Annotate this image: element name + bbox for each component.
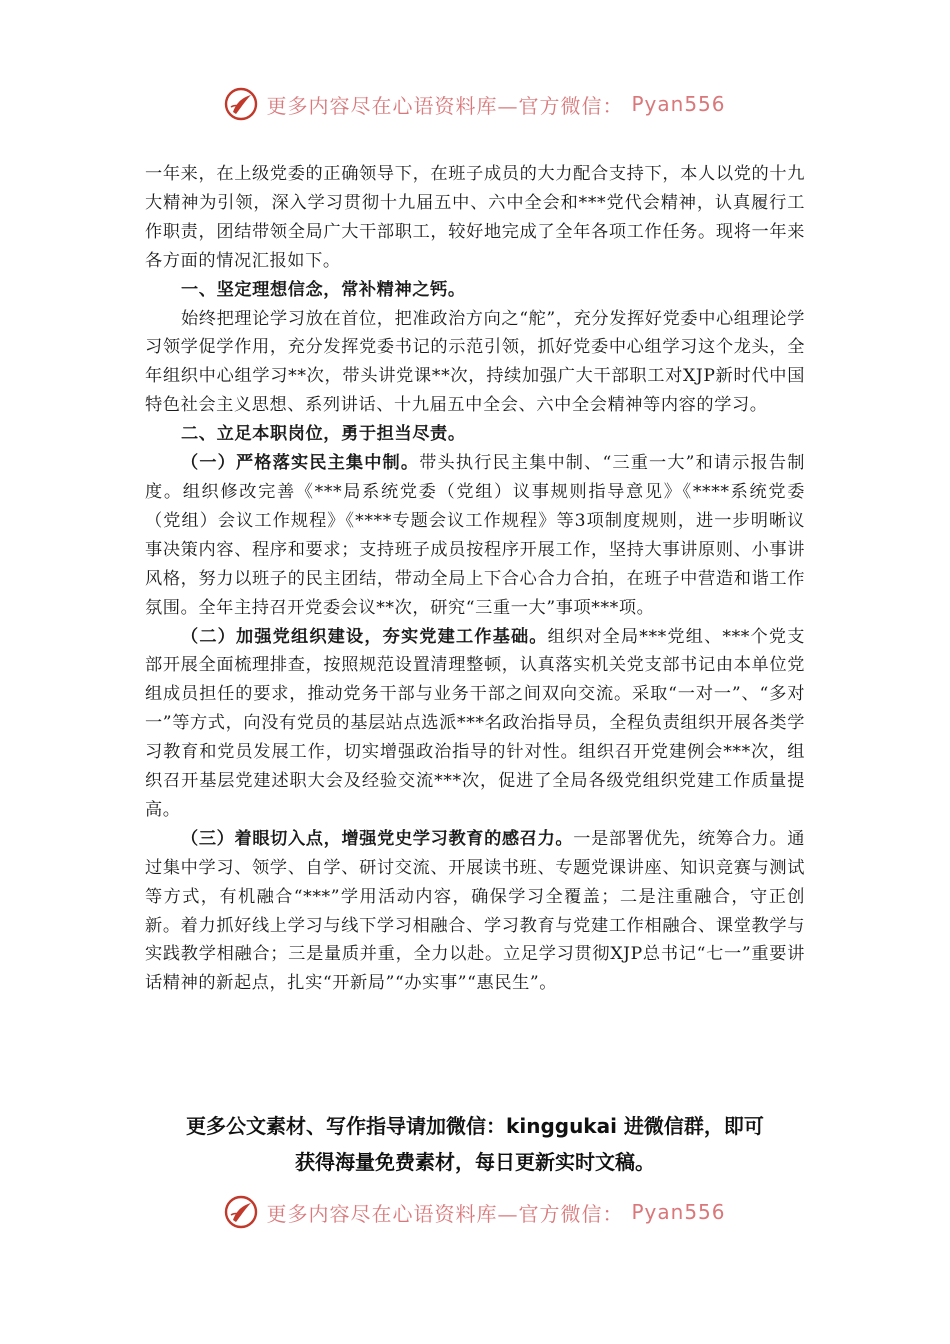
watermark-text: 更多内容尽在心语资料库—官方微信： [266, 93, 624, 118]
item-3-title: （三）着眼切入点，增强党史学习教育的感召力。 [181, 828, 574, 849]
item-1-title: （一）严格落实民主集中制。 [181, 453, 420, 474]
section-2-item-1 [145, 449, 805, 622]
section-2-item-2 [145, 623, 805, 825]
watermark-text: 更多内容尽在心语资料库—官方微信： [266, 1201, 624, 1226]
header-watermark [0, 82, 950, 126]
section-1-heading: 一、坚定理想信念，常补精神之钙。 [181, 279, 466, 300]
watermark-wechat-id: Pyan556 [631, 92, 726, 116]
intro-paragraph: 一年来，在上级党委的正确领导下，在班子成员的大力配合支持下，本人以党的十九大精神为引领，深入学习贯彻十九届五中、六中全会和***党代会精神，认真履行工作职责，团结带领全局广大干部职工，较好地完成了全年各项工作任务。现将一年来各方面的情况汇报如下。 [145, 164, 805, 271]
item-2-body: 组织对全局***党组、***个党支部开展全面梳理排查，按照规范设置清理整顿，认真落实机关党支部书记由本单位党组成员担任的要求，推动党务干部与业务干部之间双向交流。采取“一对一”、“多对一”等方式，向没有党员的基层站点选派***名政治指导员，全程负责组织开展各类学习教育和党员发展工作，切实增强政治指导的针对性。组织召开党建例会***次，组织召开基层党建述职大会及经验交流***次，促进了全局各级党组织党建工作质量提高。 [145, 626, 805, 820]
section-2-heading: 二、立足本职岗位，勇于担当尽责。 [181, 424, 466, 445]
promo-line-1: 更多公文素材、写作指导请加微信：kinggukai 进微信群，即可 [186, 1114, 764, 1138]
brand-logo-icon [224, 1195, 258, 1229]
footer-watermark [0, 1190, 950, 1234]
section-1-body: 始终把理论学习放在首位，把准政治方向之“舵”，充分发挥好党委中心组理论学习领学促学作用，充分发挥党委书记的示范引领，抓好党委中心组学习这个龙头，全年组织中心组学习**次，带头讲党课**次，持续加强广大干部职工对XJP新时代中国特色社会主义思想、系列讲话、十九届五中全会、六中全会精神等内容的学习。 [145, 308, 805, 416]
promo-text [145, 1108, 805, 1180]
promo-line-2: 获得海量免费素材，每日更新实时文稿。 [295, 1150, 655, 1174]
watermark-wechat-id: Pyan556 [631, 1200, 726, 1224]
section-2-item-3 [145, 825, 805, 998]
item-3-body: 一是部署优先，统筹合力。通过集中学习、领学、自学、研讨交流、开展读书班、专题党课讲座、知识竞赛与测试等方式，有机融合“***”学用活动内容，确保学习全覆盖；二是注重融合，守正创新。着力抓好线上学习与线下学习相融合、学习教育与党建工作相融合、课堂教学与实践教学相融合；三是量质并重，全力以赴。立足学习贯彻XJP总书记“七一”重要讲话精神的新起点，扎实“开新局”“办实事”“惠民生”。 [145, 828, 805, 994]
item-1-body: 带头执行民主集中制、“三重一大”和请示报告制度。组织修改完善《***局系统党委（党组）议事规则指导意见》《****系统党委（党组）会议工作规程》《****专题会议工作规程》等3项制度规则，进一步明晰议事决策内容、程序和要求；支持班子成员按程序开展工作，坚持大事讲原则、小事讲风格，努力以班子的民主团结，带动全局上下合心合力合拍，在班子中营造和谐工作氛围。全年主持召开党委会议**次，研究“三重一大”事项***项。 [145, 453, 805, 618]
document-body [145, 160, 805, 998]
item-2-title: （二）加强党组织建设，夯实党建工作基础。 [181, 626, 548, 647]
brand-logo-icon [224, 87, 258, 121]
